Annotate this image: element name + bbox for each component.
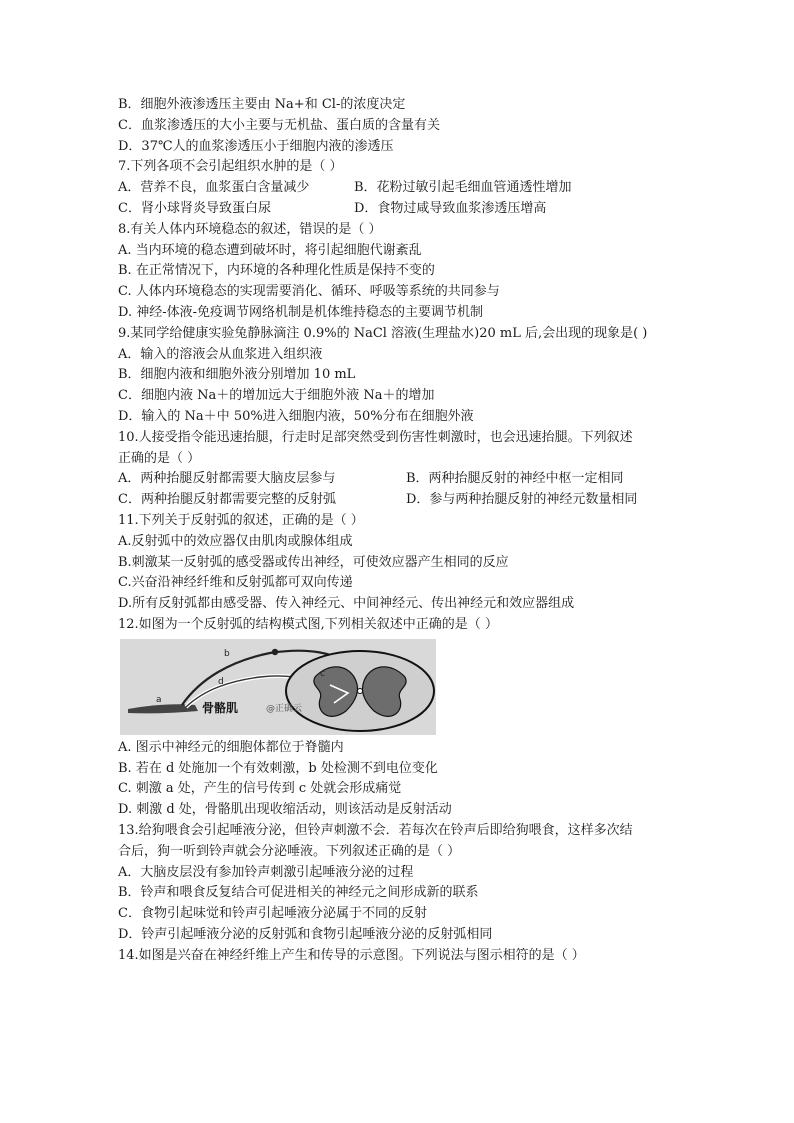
label-c: c bbox=[320, 668, 325, 679]
q10-option-d: D．参与两种抬腿反射的神经元数量相同 bbox=[406, 492, 638, 508]
label-d: d bbox=[218, 676, 224, 687]
q8-option-d: D. 神经-体液-免疫调节网络机制是机体维持稳态的主要调节机制 bbox=[118, 304, 484, 320]
q6-option-b: B．细胞外液渗透压主要由 Na+和 Cl-的浓度决定 bbox=[118, 97, 406, 112]
q8-stem: 8.有关人体内环境稳态的叙述，错误的是（ ） bbox=[118, 221, 382, 237]
q11-option-c: C.兴奋沿神经纤维和反射弧都可双向传递 bbox=[118, 575, 353, 591]
q12-option-a: A. 图示中神经元的细胞体都位于脊髓内 bbox=[118, 739, 344, 755]
q13-option-c: C．食物引起味觉和铃声引起唾液分泌属于不同的反射 bbox=[118, 906, 427, 922]
q6-option-d: D．37℃人的血浆渗透压小于细胞内液的渗透压 bbox=[118, 138, 394, 154]
q8-option-a: A. 当内环境的稳态遭到破坏时，将引起细胞代谢紊乱 bbox=[118, 242, 422, 258]
reflex-arc-figure bbox=[120, 639, 436, 735]
q8-option-b: B. 在正常情况下，内环境的各种理化性质是保持不变的 bbox=[118, 263, 435, 279]
q9-option-a: A．输入的溶液会从血浆进入组织液 bbox=[118, 346, 323, 362]
q12-option-b: B. 若在 d 处施加一个有效刺激，b 处检测不到电位变化 bbox=[118, 760, 438, 776]
q7-stem: 7.下列各项不会引起组织水肿的是（ ） bbox=[118, 159, 343, 175]
q7-options-row-1 bbox=[118, 178, 678, 199]
q14-stem: 14.如图是兴奋在神经纤维上产生和传导的示意图。下列说法与图示相符的是（ ） bbox=[118, 947, 585, 963]
q10-options-row-1 bbox=[118, 469, 678, 490]
q13-stem-line-1: 13.给狗喂食会引起唾液分泌，但铃声刺激不会．若每次在铃声后即给狗喂食，这样多次结 bbox=[118, 822, 633, 838]
q11-option-d: D.所有反射弧都由感受器、传入神经元、中间神经元、传出神经元和效应器组成 bbox=[118, 596, 575, 612]
q13-option-d: D．铃声引起唾液分泌的反射弧和食物引起唾液分泌的反射弧相同 bbox=[118, 926, 493, 942]
q10-option-b: B．两种抬腿反射的神经中枢一定相同 bbox=[406, 471, 624, 487]
q10-option-c: C．两种抬腿反射都需要完整的反射弧 bbox=[118, 492, 336, 508]
central-canal bbox=[358, 688, 363, 693]
q10-option-a: A．两种抬腿反射都需要大脑皮层参与 bbox=[118, 471, 336, 487]
q9-option-c: C．细胞内液 Na＋的增加远大于细胞外液 Na＋的增加 bbox=[118, 388, 435, 404]
q6-option-c: C．血浆渗透压的大小主要与无机盐、蛋白质的含量有关 bbox=[118, 117, 440, 133]
q8-option-c: C. 人体内环境稳态的实现需要消化、循环、呼吸等系统的共同参与 bbox=[118, 284, 500, 300]
q12-stem: 12.如图为一个反射弧的结构模式图,下列相关叙述中正确的是（ ） bbox=[118, 616, 498, 632]
q12-option-d: D. 刺激 d 处，骨骼肌出现收缩活动，则该活动是反射活动 bbox=[118, 802, 452, 818]
q13-option-a: A．大脑皮层没有参加铃声刺激引起唾液分泌的过程 bbox=[118, 864, 414, 880]
q11-option-b: B.刺激某一反射弧的感受器或传出神经，可使效应器产生相同的反应 bbox=[118, 554, 509, 570]
q7-options-row-2 bbox=[118, 199, 678, 220]
q11-stem: 11.下列关于反射弧的叙述，正确的是（ ） bbox=[118, 512, 364, 528]
label-b: b bbox=[224, 648, 230, 659]
q9-stem: 9.某同学给健康实验兔静脉滴注 0.9%的 NaCl 溶液(生理盐水)20 mL 后,会出现的现象是( ) bbox=[118, 325, 648, 341]
q9-option-d: D．输入的 Na＋中 50%进入细胞内液，50%分布在细胞外液 bbox=[118, 408, 474, 424]
q7-option-a: A．营养不良，血浆蛋白含量减少 bbox=[118, 180, 310, 196]
q7-option-b: B．花粉过敏引起毛细血管通透性增加 bbox=[354, 180, 572, 196]
q12-option-c: C. 刺激 a 处，产生的信号传到 c 处就会形成痛觉 bbox=[118, 781, 402, 797]
q7-option-d: D．食物过咸导致血浆渗透压增高 bbox=[354, 200, 547, 216]
q10-stem-line-1: 10.人接受指令能迅速抬腿，行走时足部突然受到伤害性刺激时，也会迅速抬腿。下列叙述 bbox=[118, 429, 633, 445]
q11-option-a: A.反射弧中的效应器仅由肌肉或腺体组成 bbox=[118, 533, 353, 549]
ganglion-cell-body bbox=[272, 649, 278, 655]
q13-option-b: B．铃声和喂食反复结合可促进相关的神经元之间形成新的联系 bbox=[118, 885, 479, 901]
q13-stem-line-2: 合后，狗一听到铃声就会分泌唾液。下列叙述正确的是（ ） bbox=[118, 843, 461, 859]
q10-options-row-2 bbox=[118, 490, 678, 511]
q7-option-c: C．肾小球肾炎导致蛋白尿 bbox=[118, 200, 271, 216]
watermark: @正确云 bbox=[266, 703, 303, 714]
exam-page bbox=[118, 95, 678, 966]
q10-stem-line-2: 正确的是（ ） bbox=[118, 450, 201, 466]
skeletal-muscle-label: 骨骼肌 bbox=[202, 700, 239, 715]
reflex-arc-diagram bbox=[120, 639, 436, 735]
label-a: a bbox=[156, 694, 162, 705]
q9-option-b: B．细胞内液和细胞外液分别增加 10 mL bbox=[118, 367, 356, 383]
